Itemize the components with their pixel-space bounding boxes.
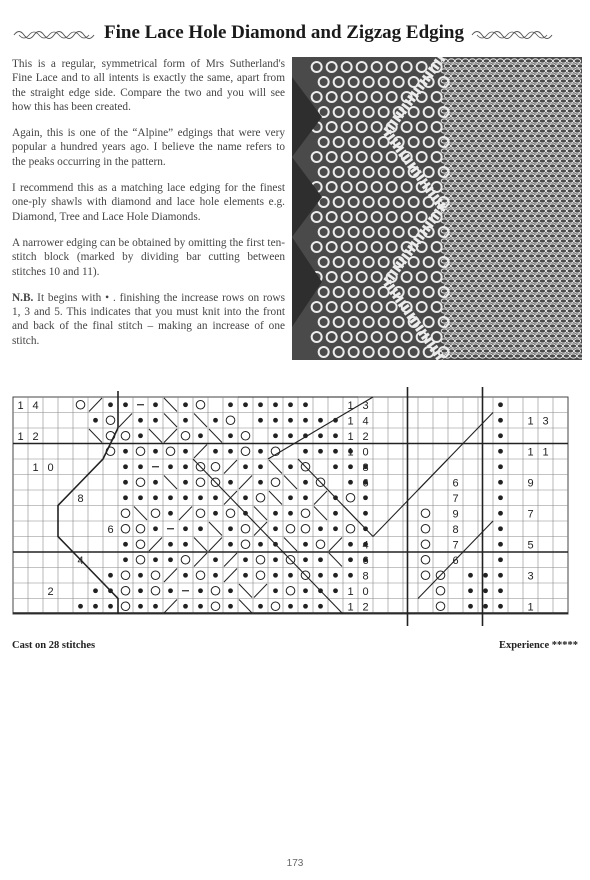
decrease-symbol xyxy=(254,507,267,521)
yarn-over-symbol xyxy=(136,478,145,487)
row-number: 1 xyxy=(542,446,549,459)
purl-dot-symbol xyxy=(198,588,203,593)
purl-dot-symbol xyxy=(258,402,263,407)
row-number: 6 xyxy=(452,554,459,567)
purl-dot-symbol xyxy=(303,480,308,485)
decrease-symbol xyxy=(239,476,252,490)
row-number: 8 xyxy=(77,492,84,505)
row-number: 6 xyxy=(362,554,369,567)
row-number: 4 xyxy=(362,415,369,428)
yarn-over-symbol xyxy=(211,586,220,595)
purl-dot-symbol xyxy=(498,418,503,423)
purl-dot-symbol xyxy=(108,588,113,593)
decrease-symbol xyxy=(194,538,207,552)
purl-dot-symbol xyxy=(483,588,488,593)
purl-dot-symbol xyxy=(108,573,113,578)
purl-dot-symbol xyxy=(333,511,338,516)
row-number: 1 xyxy=(527,446,534,459)
purl-dot-symbol xyxy=(123,557,128,562)
purl-dot-symbol xyxy=(213,495,218,500)
purl-dot-symbol xyxy=(168,557,173,562)
yarn-over-symbol xyxy=(136,555,145,564)
purl-dot-symbol xyxy=(228,588,233,593)
nb-paragraph xyxy=(12,291,285,348)
purl-dot-symbol xyxy=(153,604,158,609)
purl-dot-symbol xyxy=(243,464,248,469)
purl-dot-symbol xyxy=(183,480,188,485)
purl-dot-symbol xyxy=(138,573,143,578)
decrease-symbol xyxy=(314,491,327,505)
purl-dot-symbol xyxy=(273,418,278,423)
purl-dot-symbol xyxy=(228,449,233,454)
purl-dot-symbol xyxy=(318,557,323,562)
purl-dot-symbol xyxy=(183,449,188,454)
yarn-over-symbol xyxy=(136,540,145,549)
purl-dot-symbol xyxy=(123,480,128,485)
yarn-over-symbol xyxy=(151,571,160,580)
purl-dot-symbol xyxy=(273,557,278,562)
purl-dot-symbol xyxy=(198,433,203,438)
row-number: 2 xyxy=(362,601,369,614)
purl-dot-symbol xyxy=(183,464,188,469)
purl-dot-symbol xyxy=(78,604,83,609)
yarn-over-symbol xyxy=(421,509,430,518)
purl-dot-symbol xyxy=(258,464,263,469)
yarn-over-symbol xyxy=(106,416,115,425)
yarn-over-symbol xyxy=(286,586,295,595)
yarn-over-symbol xyxy=(121,509,130,518)
yarn-over-symbol xyxy=(421,524,430,533)
purl-dot-symbol xyxy=(138,588,143,593)
paragraph: A narrower edging can be obtained by omitting the first ten-stitch block (marked by dividing bar cutting between stitches 10 and 11). xyxy=(12,236,285,278)
yarn-over-symbol xyxy=(211,462,220,471)
purl-dot-symbol xyxy=(168,464,173,469)
yarn-over-symbol xyxy=(181,431,190,440)
purl-dot-symbol xyxy=(498,433,503,438)
row-number: 1 xyxy=(527,601,534,614)
yarn-over-symbol xyxy=(241,524,250,533)
decrease-symbol xyxy=(149,538,162,552)
purl-dot-symbol xyxy=(153,557,158,562)
purl-dot-symbol xyxy=(498,557,503,562)
purl-dot-symbol xyxy=(168,542,173,547)
purl-dot-symbol xyxy=(168,495,173,500)
row-number: 2 xyxy=(362,430,369,443)
row-number: 2 xyxy=(32,430,39,443)
row-number: 7 xyxy=(452,492,459,505)
purl-dot-symbol xyxy=(243,402,248,407)
knitting-chart xyxy=(10,385,578,635)
purl-dot-symbol xyxy=(183,418,188,423)
purl-dot-symbol xyxy=(258,418,263,423)
purl-dot-symbol xyxy=(288,433,293,438)
purl-dot-symbol xyxy=(228,542,233,547)
purl-dot-symbol xyxy=(498,573,503,578)
purl-dot-symbol xyxy=(228,526,233,531)
purl-dot-symbol xyxy=(273,588,278,593)
paragraph: I recommend this as a matching lace edging for the finest one-ply shawls with diamond and lace hole elements e.g. Diamond, Tree and Lace Hole Diamonds. xyxy=(12,182,285,223)
decrease-symbol xyxy=(194,414,207,428)
scroll-ornament-icon xyxy=(470,27,556,43)
lace-edging-photo xyxy=(292,57,582,360)
purl-dot-symbol xyxy=(183,573,188,578)
decrease-symbol xyxy=(179,507,192,521)
purl-dot-symbol xyxy=(333,449,338,454)
purl-dot-symbol xyxy=(243,495,248,500)
purl-dot-symbol xyxy=(228,402,233,407)
decrease-symbol xyxy=(254,584,267,598)
purl-dot-symbol xyxy=(213,449,218,454)
purl-dot-symbol xyxy=(288,495,293,500)
row-number: 1 xyxy=(32,461,39,474)
yarn-over-symbol xyxy=(121,571,130,580)
purl-dot-symbol xyxy=(303,557,308,562)
row-number: 1 xyxy=(347,601,354,614)
purl-dot-symbol xyxy=(138,495,143,500)
decrease-symbol xyxy=(224,460,237,474)
decrease-symbol xyxy=(194,553,207,567)
yarn-over-symbol xyxy=(136,524,145,533)
row-number: 1 xyxy=(347,585,354,598)
row-number: 0 xyxy=(47,461,54,474)
decrease-symbol xyxy=(209,538,222,552)
purl-dot-symbol xyxy=(483,604,488,609)
yarn-over-symbol xyxy=(226,509,235,518)
purl-dot-symbol xyxy=(108,402,113,407)
purl-dot-symbol xyxy=(318,526,323,531)
row-number: 5 xyxy=(527,539,534,552)
decrease-symbol xyxy=(164,600,177,614)
purl-dot-symbol xyxy=(498,480,503,485)
decrease-symbol xyxy=(89,398,102,412)
decrease-symbol xyxy=(284,538,297,552)
purl-dot-symbol xyxy=(183,604,188,609)
yarn-over-symbol xyxy=(121,602,130,611)
purl-dot-symbol xyxy=(123,402,128,407)
purl-dot-symbol xyxy=(123,464,128,469)
row-number: 6 xyxy=(452,477,459,490)
purl-dot-symbol xyxy=(468,573,473,578)
row-number: 6 xyxy=(107,523,114,536)
purl-dot-symbol xyxy=(198,495,203,500)
decrease-symbol xyxy=(164,476,177,490)
decrease-symbol xyxy=(194,445,207,459)
yarn-over-symbol xyxy=(196,400,205,409)
decrease-symbol xyxy=(239,584,252,598)
purl-dot-symbol xyxy=(123,495,128,500)
purl-dot-symbol xyxy=(258,480,263,485)
decrease-symbol xyxy=(224,569,237,583)
decrease-symbol xyxy=(269,491,282,505)
purl-dot-symbol xyxy=(258,604,263,609)
yarn-over-symbol xyxy=(346,524,355,533)
yarn-over-symbol xyxy=(121,431,130,440)
purl-dot-symbol xyxy=(108,604,113,609)
decrease-symbol xyxy=(164,414,177,428)
purl-dot-symbol xyxy=(153,480,158,485)
row-number: 1 xyxy=(17,430,24,443)
row-number: 0 xyxy=(362,446,369,459)
purl-dot-symbol xyxy=(153,402,158,407)
purl-dot-symbol xyxy=(138,418,143,423)
row-number: 3 xyxy=(527,570,534,583)
purl-dot-symbol xyxy=(123,449,128,454)
purl-dot-symbol xyxy=(273,402,278,407)
decrease-symbol xyxy=(209,522,222,536)
purl-dot-symbol xyxy=(348,573,353,578)
yarn-over-symbol xyxy=(196,509,205,518)
purl-dot-symbol xyxy=(348,464,353,469)
purl-dot-symbol xyxy=(333,464,338,469)
row-number: 8 xyxy=(362,570,369,583)
row-number: 9 xyxy=(452,508,459,521)
purl-dot-symbol xyxy=(228,480,233,485)
yarn-over-symbol xyxy=(436,602,445,611)
purl-dot-symbol xyxy=(243,557,248,562)
purl-dot-symbol xyxy=(288,402,293,407)
purl-dot-symbol xyxy=(498,542,503,547)
purl-dot-symbol xyxy=(288,418,293,423)
purl-dot-symbol xyxy=(303,495,308,500)
row-number: 2 xyxy=(47,585,54,598)
decrease-symbol xyxy=(164,429,177,443)
purl-dot-symbol xyxy=(498,402,503,407)
decrease-symbol xyxy=(329,553,342,567)
purl-dot-symbol xyxy=(228,433,233,438)
purl-dot-symbol xyxy=(153,526,158,531)
paragraph: Again, this is one of the “Alpine” edgings that were very popular a hundred years ago. I believe the name refers to the peaks occurring in the pattern. xyxy=(12,127,285,168)
purl-dot-symbol xyxy=(318,449,323,454)
yarn-over-symbol xyxy=(421,540,430,549)
yarn-over-symbol xyxy=(226,416,235,425)
purl-dot-symbol xyxy=(183,526,188,531)
row-number: 7 xyxy=(452,539,459,552)
decrease-symbol xyxy=(164,569,177,583)
nb-text: It begins with • . finishing the increase rows on rows 1, 3 and 5. This indicates that you must knit into the front and back of the final stitch – making an increase of one stitch. xyxy=(12,291,285,347)
purl-dot-symbol xyxy=(138,604,143,609)
row-number: 1 xyxy=(17,399,24,412)
purl-dot-symbol xyxy=(198,604,203,609)
purl-dot-symbol xyxy=(93,588,98,593)
row-number: 7 xyxy=(527,508,534,521)
purl-dot-symbol xyxy=(498,604,503,609)
yarn-over-symbol xyxy=(196,571,205,580)
row-number: 1 xyxy=(347,446,354,459)
purl-dot-symbol xyxy=(153,495,158,500)
decrease-symbol xyxy=(209,429,222,443)
purl-dot-symbol xyxy=(213,557,218,562)
decrease-symbol xyxy=(89,429,102,443)
purl-dot-symbol xyxy=(468,604,473,609)
purl-dot-symbol xyxy=(153,418,158,423)
decrease-symbol xyxy=(224,553,237,567)
purl-dot-symbol xyxy=(273,526,278,531)
purl-dot-symbol xyxy=(198,526,203,531)
yarn-over-symbol xyxy=(136,447,145,456)
purl-dot-symbol xyxy=(93,418,98,423)
yarn-over-symbol xyxy=(256,571,265,580)
yarn-over-symbol xyxy=(271,478,280,487)
purl-dot-symbol xyxy=(93,604,98,609)
yarn-over-symbol xyxy=(151,586,160,595)
scroll-ornament-icon xyxy=(12,27,98,43)
yarn-over-symbol xyxy=(286,524,295,533)
purl-dot-symbol xyxy=(498,511,503,516)
purl-dot-symbol xyxy=(483,573,488,578)
purl-dot-symbol xyxy=(333,433,338,438)
yarn-over-symbol xyxy=(121,524,130,533)
purl-dot-symbol xyxy=(123,542,128,547)
paragraph: This is a regular, symmetrical form of Mrs Sutherland's Fine Lace and to all intents is exactly the same, apart from the straight edge side. Compare the two and you will see how this has been created. xyxy=(12,58,285,113)
yarn-over-symbol xyxy=(316,540,325,549)
row-number: 3 xyxy=(542,415,549,428)
yarn-over-symbol xyxy=(196,478,205,487)
yarn-over-symbol xyxy=(301,524,310,533)
purl-dot-symbol xyxy=(348,557,353,562)
experience-rating: Experience ***** xyxy=(498,640,578,651)
page-header xyxy=(0,22,590,52)
yarn-over-symbol xyxy=(76,400,85,409)
purl-dot-symbol xyxy=(348,480,353,485)
purl-dot-symbol xyxy=(333,588,338,593)
yarn-over-symbol xyxy=(301,509,310,518)
purl-dot-symbol xyxy=(498,588,503,593)
purl-dot-symbol xyxy=(468,588,473,593)
purl-dot-symbol xyxy=(138,464,143,469)
row-number: 9 xyxy=(527,477,534,490)
purl-dot-symbol xyxy=(183,542,188,547)
row-number: 6 xyxy=(362,477,369,490)
decrease-symbol xyxy=(314,507,327,521)
yarn-over-symbol xyxy=(241,447,250,456)
page-number: 173 xyxy=(286,858,304,869)
decrease-symbol xyxy=(329,538,342,552)
yarn-over-symbol xyxy=(421,571,430,580)
purl-dot-symbol xyxy=(348,542,353,547)
purl-dot-symbol xyxy=(303,542,308,547)
row-number: 1 xyxy=(347,399,354,412)
purl-dot-symbol xyxy=(318,604,323,609)
purl-dot-symbol xyxy=(333,573,338,578)
purl-dot-symbol xyxy=(183,402,188,407)
row-number: 0 xyxy=(362,585,369,598)
row-number: 4 xyxy=(77,554,84,567)
purl-dot-symbol xyxy=(303,418,308,423)
zigzag-line xyxy=(193,459,268,537)
purl-dot-symbol xyxy=(498,464,503,469)
purl-dot-symbol xyxy=(153,449,158,454)
purl-dot-symbol xyxy=(168,588,173,593)
purl-dot-symbol xyxy=(258,542,263,547)
purl-dot-symbol xyxy=(303,588,308,593)
decrease-symbol xyxy=(239,600,252,614)
row-number: 4 xyxy=(32,399,39,412)
row-number: 4 xyxy=(362,539,369,552)
cast-on-note: Cast on 28 stitches xyxy=(12,640,96,651)
purl-dot-symbol xyxy=(303,604,308,609)
purl-dot-symbol xyxy=(138,433,143,438)
purl-dot-symbol xyxy=(273,433,278,438)
purl-dot-symbol xyxy=(363,495,368,500)
purl-dot-symbol xyxy=(288,464,293,469)
purl-dot-symbol xyxy=(273,511,278,516)
decrease-symbol xyxy=(149,429,162,443)
purl-dot-symbol xyxy=(333,526,338,531)
purl-dot-symbol xyxy=(318,573,323,578)
page-title: Fine Lace Hole Diamond and Zigzag Edging xyxy=(104,22,464,43)
purl-dot-symbol xyxy=(213,511,218,516)
yarn-over-symbol xyxy=(256,555,265,564)
decrease-symbol xyxy=(134,507,147,521)
purl-dot-symbol xyxy=(288,604,293,609)
yarn-over-symbol xyxy=(346,493,355,502)
purl-dot-symbol xyxy=(273,573,278,578)
purl-dot-symbol xyxy=(363,511,368,516)
purl-dot-symbol xyxy=(498,449,503,454)
yarn-over-symbol xyxy=(241,431,250,440)
row-number: 3 xyxy=(362,399,369,412)
purl-dot-symbol xyxy=(288,511,293,516)
yarn-over-symbol xyxy=(436,586,445,595)
purl-dot-symbol xyxy=(168,511,173,516)
row-number: 8 xyxy=(362,461,369,474)
yarn-over-symbol xyxy=(166,447,175,456)
purl-dot-symbol xyxy=(498,495,503,500)
nb-label: N.B. xyxy=(12,291,34,304)
yarn-over-symbol xyxy=(241,540,250,549)
yarn-over-symbol xyxy=(421,555,430,564)
yarn-over-symbol xyxy=(121,586,130,595)
decrease-symbol xyxy=(119,414,132,428)
yarn-over-symbol xyxy=(211,602,220,611)
purl-dot-symbol xyxy=(213,418,218,423)
yarn-over-symbol xyxy=(151,509,160,518)
row-number: 1 xyxy=(527,415,534,428)
yarn-over-symbol xyxy=(271,602,280,611)
purl-dot-symbol xyxy=(303,402,308,407)
purl-dot-symbol xyxy=(288,573,293,578)
decrease-symbol xyxy=(269,460,282,474)
yarn-over-symbol xyxy=(181,555,190,564)
row-number: 1 xyxy=(347,415,354,428)
row-number: 1 xyxy=(347,430,354,443)
purl-dot-symbol xyxy=(303,449,308,454)
decrease-symbol xyxy=(164,398,177,412)
purl-dot-symbol xyxy=(318,433,323,438)
purl-dot-symbol xyxy=(183,495,188,500)
row-number: 8 xyxy=(452,523,459,536)
purl-dot-symbol xyxy=(243,573,248,578)
purl-dot-symbol xyxy=(498,526,503,531)
yarn-over-symbol xyxy=(256,493,265,502)
purl-dot-symbol xyxy=(258,449,263,454)
purl-dot-symbol xyxy=(318,418,323,423)
decrease-symbol xyxy=(284,476,297,490)
purl-dot-symbol xyxy=(228,604,233,609)
description-text xyxy=(12,57,285,360)
purl-dot-symbol xyxy=(213,573,218,578)
